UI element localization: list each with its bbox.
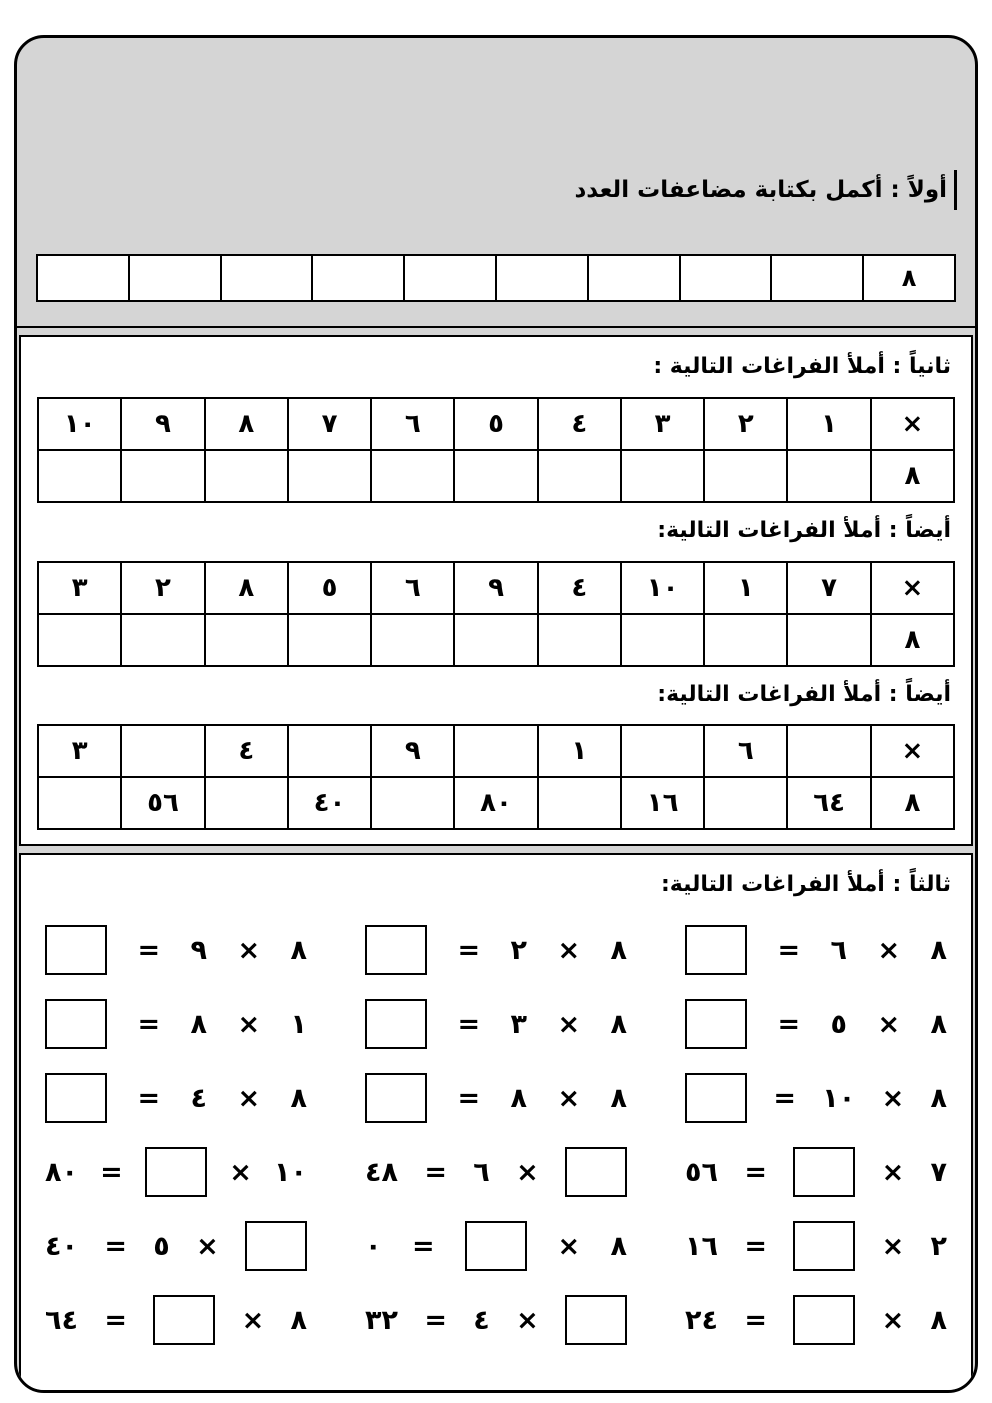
given-cell: ٧: [288, 398, 371, 450]
answer-box[interactable]: [793, 1221, 855, 1271]
answer-box[interactable]: [793, 1295, 855, 1345]
equation: [365, 1221, 627, 1271]
equals-sign: =: [424, 1304, 447, 1336]
cursor-bar: [954, 170, 957, 210]
number: ٥٦: [685, 1156, 719, 1188]
answer-cell[interactable]: [38, 614, 121, 666]
answer-cell[interactable]: [205, 614, 288, 666]
equals-sign: =: [104, 1304, 127, 1336]
times-sign: ×: [516, 1156, 539, 1188]
given-cell: ٤: [538, 398, 621, 450]
given-cell: ٨: [871, 777, 954, 829]
times-sign: ×: [881, 1304, 905, 1336]
given-cell: ٦: [371, 398, 454, 450]
table-row: [38, 725, 954, 777]
answer-cell[interactable]: [621, 450, 704, 502]
equals-sign: =: [744, 1156, 767, 1188]
answer-cell[interactable]: [121, 614, 204, 666]
equations-grid: [45, 925, 947, 1345]
equation: [45, 925, 307, 975]
equals-sign: =: [744, 1230, 767, 1262]
times-sign: ×: [557, 934, 581, 966]
table-row: [37, 255, 955, 301]
number: ٢٤: [685, 1304, 719, 1336]
equation: [365, 1147, 627, 1197]
section-2-label-1: ثانياً : أملأ الفراغات التالية :: [653, 354, 951, 379]
section-2-panel: [19, 335, 973, 846]
given-cell: ١٠: [621, 562, 704, 614]
table-row: [38, 777, 954, 829]
section-2-label-2: أيضاً : أملأ الفراغات التالية:: [657, 517, 951, 543]
number: ٨: [930, 934, 947, 966]
answer-cell[interactable]: [454, 725, 537, 777]
number: ٨: [930, 1008, 947, 1040]
answer-box[interactable]: [245, 1221, 307, 1271]
given-cell: ٨٠: [454, 777, 537, 829]
fill-table-1: [37, 397, 955, 503]
answer-cell[interactable]: [621, 725, 704, 777]
equation: [685, 925, 947, 975]
given-cell: ٨: [205, 562, 288, 614]
answer-cell[interactable]: [787, 725, 870, 777]
given-cell: ٤: [205, 725, 288, 777]
equation: [365, 1073, 627, 1123]
equals-sign: =: [777, 1008, 801, 1040]
times-sign: ×: [229, 1156, 252, 1188]
number: ٧: [930, 1156, 947, 1188]
given-cell: ٦: [704, 725, 787, 777]
answer-cell[interactable]: [621, 614, 704, 666]
given-cell: ٥٦: [121, 777, 204, 829]
times-sign: ×: [241, 1304, 265, 1336]
equals-sign: =: [424, 1156, 447, 1188]
given-cell: ١: [538, 725, 621, 777]
answer-cell[interactable]: [704, 614, 787, 666]
given-cell: ٣: [38, 725, 121, 777]
given-cell: ١٠: [38, 398, 121, 450]
operator-cell: ×: [871, 725, 954, 777]
answer-cell[interactable]: [588, 255, 680, 301]
answer-cell[interactable]: [288, 725, 371, 777]
number: ٨: [610, 1230, 627, 1262]
given-cell: ٨: [871, 450, 954, 502]
equation: [685, 1295, 947, 1345]
answer-box[interactable]: [565, 1147, 627, 1197]
given-cell: ٥: [454, 398, 537, 450]
answer-cell[interactable]: [704, 777, 787, 829]
number: ٨: [290, 934, 307, 966]
answer-cell[interactable]: [129, 255, 221, 301]
answer-cell[interactable]: [404, 255, 496, 301]
answer-cell[interactable]: [496, 255, 588, 301]
answer-cell[interactable]: [205, 450, 288, 502]
table-row: [38, 562, 954, 614]
number: ٨: [930, 1082, 947, 1114]
answer-cell[interactable]: [771, 255, 863, 301]
equation: [45, 999, 307, 1049]
equals-sign: =: [137, 934, 161, 966]
answer-cell[interactable]: [288, 450, 371, 502]
number: ٠: [365, 1230, 382, 1262]
number: ٨: [290, 1304, 307, 1336]
number: ٦: [830, 934, 848, 966]
equals-sign: =: [777, 934, 801, 966]
equation: [365, 925, 627, 975]
answer-cell[interactable]: [221, 255, 313, 301]
number: ٣: [510, 1008, 528, 1040]
given-cell: ٩: [121, 398, 204, 450]
answer-cell[interactable]: [288, 614, 371, 666]
given-cell: ٦٤: [787, 777, 870, 829]
table-row: [38, 450, 954, 502]
equals-sign: =: [411, 1230, 435, 1262]
multiples-table: [36, 254, 956, 302]
equals-sign: =: [744, 1304, 767, 1336]
times-sign: ×: [237, 934, 261, 966]
answer-cell[interactable]: [787, 450, 870, 502]
times-sign: ×: [557, 1082, 581, 1114]
number: ٢: [510, 934, 528, 966]
given-cell: ٦: [371, 562, 454, 614]
answer-box[interactable]: [45, 1073, 107, 1123]
given-cell: ٨: [863, 255, 955, 301]
equation: [45, 1221, 307, 1271]
answer-box[interactable]: [465, 1221, 527, 1271]
given-cell: ٨: [871, 614, 954, 666]
fill-table-2: [37, 561, 955, 667]
number: ٨: [510, 1082, 528, 1114]
given-cell: ٣: [38, 562, 121, 614]
answer-box[interactable]: [793, 1147, 855, 1197]
times-sign: ×: [237, 1082, 261, 1114]
number: ٢: [930, 1230, 947, 1262]
number: ٨: [190, 1008, 208, 1040]
section-1-header: [35, 170, 957, 210]
section-divider: [17, 326, 975, 328]
answer-box[interactable]: [145, 1147, 207, 1197]
answer-box[interactable]: [365, 1073, 427, 1123]
given-cell: ٩: [371, 725, 454, 777]
answer-cell[interactable]: [121, 450, 204, 502]
number: ٨: [290, 1082, 307, 1114]
table-row: [38, 614, 954, 666]
number: ١: [290, 1008, 307, 1040]
answer-cell[interactable]: [121, 725, 204, 777]
equals-sign: =: [100, 1156, 123, 1188]
equation: [685, 1073, 947, 1123]
given-cell: ١: [787, 398, 870, 450]
equation: [685, 999, 947, 1049]
answer-box[interactable]: [685, 1073, 747, 1123]
number: ١٠: [822, 1082, 856, 1114]
number: ٤: [190, 1082, 208, 1114]
times-sign: ×: [557, 1008, 581, 1040]
number: ٦٤: [45, 1304, 79, 1336]
equals-sign: =: [773, 1082, 796, 1114]
times-sign: ×: [877, 1008, 901, 1040]
equals-sign: =: [457, 1008, 481, 1040]
answer-box[interactable]: [685, 999, 747, 1049]
answer-box[interactable]: [45, 925, 107, 975]
equals-sign: =: [104, 1230, 127, 1262]
section-3-panel: [19, 853, 973, 1393]
equals-sign: =: [137, 1008, 161, 1040]
answer-cell[interactable]: [37, 255, 129, 301]
times-sign: ×: [196, 1230, 219, 1262]
given-cell: ٢: [704, 398, 787, 450]
answer-box[interactable]: [45, 999, 107, 1049]
given-cell: ٨: [205, 398, 288, 450]
times-sign: ×: [237, 1008, 261, 1040]
equation: [685, 1147, 947, 1197]
equals-sign: =: [457, 934, 481, 966]
number: ٤: [473, 1304, 490, 1336]
number: ٦: [473, 1156, 490, 1188]
given-cell: ٥: [288, 562, 371, 614]
number: ٥: [153, 1230, 170, 1262]
answer-cell[interactable]: [787, 614, 870, 666]
equals-sign: =: [457, 1082, 481, 1114]
times-sign: ×: [881, 1082, 905, 1114]
equals-sign: =: [137, 1082, 161, 1114]
answer-cell[interactable]: [312, 255, 404, 301]
given-cell: ٩: [454, 562, 537, 614]
answer-cell[interactable]: [454, 450, 537, 502]
number: ٩: [190, 934, 208, 966]
number: ١٠: [274, 1156, 307, 1188]
given-cell: ٢: [121, 562, 204, 614]
given-cell: ٣: [621, 398, 704, 450]
number: ٨: [610, 1008, 627, 1040]
section-2-label-3: أيضاً : أملأ الفراغات التالية:: [657, 681, 951, 707]
answer-box[interactable]: [153, 1295, 215, 1345]
answer-box[interactable]: [565, 1295, 627, 1345]
operator-cell: ×: [871, 398, 954, 450]
answer-cell[interactable]: [538, 614, 621, 666]
given-cell: ١٦: [621, 777, 704, 829]
equation: [45, 1147, 307, 1197]
number: ٨: [610, 934, 627, 966]
answer-cell[interactable]: [704, 450, 787, 502]
table-row: [38, 398, 954, 450]
given-cell: ٤٠: [288, 777, 371, 829]
answer-cell[interactable]: [538, 777, 621, 829]
times-sign: ×: [881, 1230, 905, 1262]
equation: [365, 999, 627, 1049]
section-1-title: أولاً : أكمل بكتابة مضاعفات العدد: [574, 176, 947, 203]
number: ١٦: [685, 1230, 719, 1262]
answer-cell[interactable]: [371, 450, 454, 502]
equation: [685, 1221, 947, 1271]
equation: [365, 1295, 627, 1345]
answer-cell[interactable]: [680, 255, 772, 301]
answer-cell[interactable]: [454, 614, 537, 666]
worksheet-frame: [14, 35, 978, 1393]
answer-box[interactable]: [685, 925, 747, 975]
answer-cell[interactable]: [38, 777, 121, 829]
given-cell: ١: [704, 562, 787, 614]
answer-cell[interactable]: [205, 777, 288, 829]
number: ٨٠: [45, 1156, 78, 1188]
times-sign: ×: [516, 1304, 539, 1336]
answer-cell[interactable]: [371, 614, 454, 666]
number: ٤٨: [365, 1156, 399, 1188]
number: ٨: [610, 1082, 627, 1114]
number: ٣٢: [365, 1304, 399, 1336]
operator-cell: ×: [871, 562, 954, 614]
number: ٨: [930, 1304, 947, 1336]
given-cell: ٤: [538, 562, 621, 614]
given-cell: ٧: [787, 562, 870, 614]
answer-cell[interactable]: [538, 450, 621, 502]
times-sign: ×: [881, 1156, 905, 1188]
equation: [45, 1295, 307, 1345]
answer-box[interactable]: [365, 999, 427, 1049]
times-sign: ×: [877, 934, 901, 966]
answer-cell[interactable]: [371, 777, 454, 829]
times-sign: ×: [557, 1230, 581, 1262]
number: ٤٠: [45, 1230, 79, 1262]
answer-cell[interactable]: [38, 450, 121, 502]
answer-box[interactable]: [365, 925, 427, 975]
fill-table-3: [37, 724, 955, 830]
section-3-label: ثالثاً : أملأ الفراغات التالية:: [660, 872, 951, 898]
equation: [45, 1073, 307, 1123]
number: ٥: [830, 1008, 848, 1040]
